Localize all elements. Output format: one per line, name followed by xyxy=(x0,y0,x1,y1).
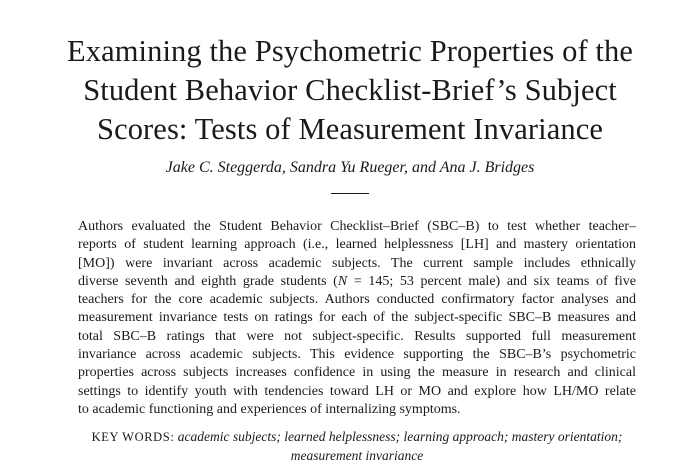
keywords xyxy=(78,428,636,465)
abstract-line: [MO]) were invariant across academic subjects. The current sample includes ethnically xyxy=(78,255,636,271)
title-line: Scores: Tests of Measurement Invariance xyxy=(97,112,603,146)
abstract-line: diverse seventh and eighth grade students (N = 145; 53 percent male) and six teams of five xyxy=(78,273,636,289)
author-list: Jake C. Steggerda, Sandra Yu Rueger, and Ana J. Bridges xyxy=(165,159,535,176)
abstract-line: invariance across academic subjects. This evidence supporting the SBC–B’s psychometric xyxy=(78,347,636,363)
title-line: Examining the Psychometric Properties of the xyxy=(67,34,633,68)
keywords-label: KEY WORDS: xyxy=(91,430,175,444)
abstract xyxy=(78,218,636,419)
keywords-line xyxy=(78,428,636,447)
abstract-line: to academic functioning and experiences of internalizing symptoms. xyxy=(78,401,461,417)
abstract-line: Authors evaluated the Student Behavior Checklist–Brief (SBC–B) to test whether teacher– xyxy=(78,219,636,234)
abstract-line: settings to identify youth with tendencies toward LH or MO and explore how LH/MO relate xyxy=(78,383,636,399)
abstract-line: measurement invariance tests on ratings for each of the subject-specific SBC–B measures and xyxy=(78,310,636,326)
section-divider xyxy=(331,193,369,194)
abstract-line: reports of student learning approach (i.e., learned helplessness [LH] and mastery orientation xyxy=(78,237,636,253)
keywords-list: academic subjects; learned helplessness; learning approach; mastery orientation; xyxy=(177,429,623,444)
title-line: Student Behavior Checklist-Brief’s Subject xyxy=(83,73,617,107)
abstract-line: teachers for the core academic subjects. Authors conducted confirmatory factor analyses and xyxy=(78,292,636,308)
keywords-list-continued: measurement invariance xyxy=(290,447,424,463)
abstract-line: properties across subjects increases confidence in using the measure in research and clinical xyxy=(78,365,636,381)
abstract-line: total SBC–B ratings that were not subject-specific. Results supported full measurement xyxy=(78,328,636,344)
article-title xyxy=(20,32,680,149)
